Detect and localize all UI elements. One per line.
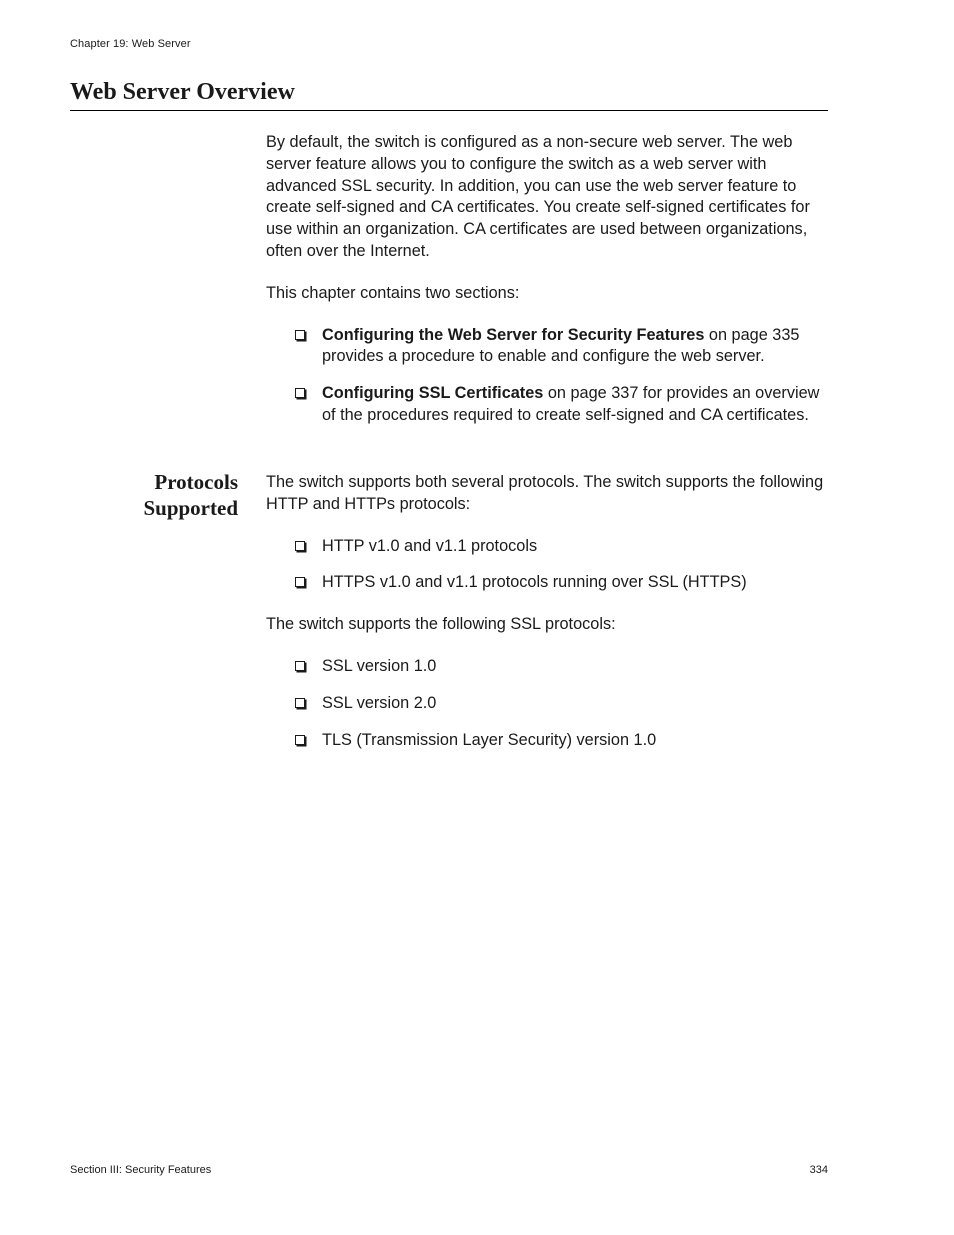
title-rule <box>70 110 828 111</box>
list-item-text: TLS (Transmission Layer Security) version 1.0 <box>322 730 657 749</box>
checkbox-bullet-icon <box>295 661 305 671</box>
list-item-text: on page 337 for provides an overview of the procedures required to create self-signed and CA certificates. <box>322 384 820 424</box>
cross-reference-link[interactable]: Configuring SSL Certificates <box>322 384 544 403</box>
list-item-text: SSL version 2.0 <box>322 693 437 712</box>
list-item <box>266 325 828 369</box>
section-heading <box>70 469 238 521</box>
checkbox-bullet-icon <box>295 698 305 708</box>
list-item <box>266 656 828 678</box>
checkbox-bullet-icon <box>295 541 305 551</box>
page-number: 334 <box>809 1164 828 1176</box>
cross-reference-link[interactable]: Configuring the Web Server for Security Features <box>322 325 705 344</box>
footer-section-label: Section III: Security Features <box>70 1164 212 1176</box>
sections-intro: This chapter contains two sections: <box>266 283 520 302</box>
section-heading-line: Protocols <box>154 470 238 494</box>
list-item-text: HTTPS v1.0 and v1.1 protocols running over SSL (HTTPS) <box>322 573 747 592</box>
list-item <box>266 730 828 752</box>
list-item <box>266 536 828 558</box>
http-protocols-list <box>266 536 828 595</box>
page-title: Web Server Overview <box>70 79 295 105</box>
overview-body <box>266 132 828 442</box>
section-heading-line: Supported <box>143 496 238 520</box>
checkbox-bullet-icon <box>295 330 305 340</box>
intro-paragraph: By default, the switch is configured as a non-secure web server. The web server feature allows you to configure the switch as a web server with advanced SSL security. In addition, you can use the web server feature to create self-signed and CA certificates. You create self-signed certificates for use within an organization. CA certificates are used between organizations, often over the Internet. <box>266 133 810 260</box>
checkbox-bullet-icon <box>295 735 305 745</box>
checkbox-bullet-icon <box>295 388 305 398</box>
sections-list <box>266 325 828 427</box>
running-head: Chapter 19: Web Server <box>70 38 191 50</box>
list-item <box>266 572 828 594</box>
list-item-text: SSL version 1.0 <box>322 656 437 675</box>
list-item-text: HTTP v1.0 and v1.1 protocols <box>322 536 538 555</box>
checkbox-bullet-icon <box>295 577 305 587</box>
ssl-protocols-paragraph: The switch supports the following SSL protocols: <box>266 615 616 634</box>
list-item-text: on page 335 provides a procedure to enable and configure the web server. <box>322 325 800 366</box>
list-item <box>266 383 828 427</box>
list-item <box>266 693 828 715</box>
protocols-body <box>266 472 828 766</box>
http-protocols-paragraph: The switch supports both several protocols. The switch supports the following HTTP and HTTPs protocols: <box>266 473 824 513</box>
ssl-protocols-list <box>266 656 828 751</box>
